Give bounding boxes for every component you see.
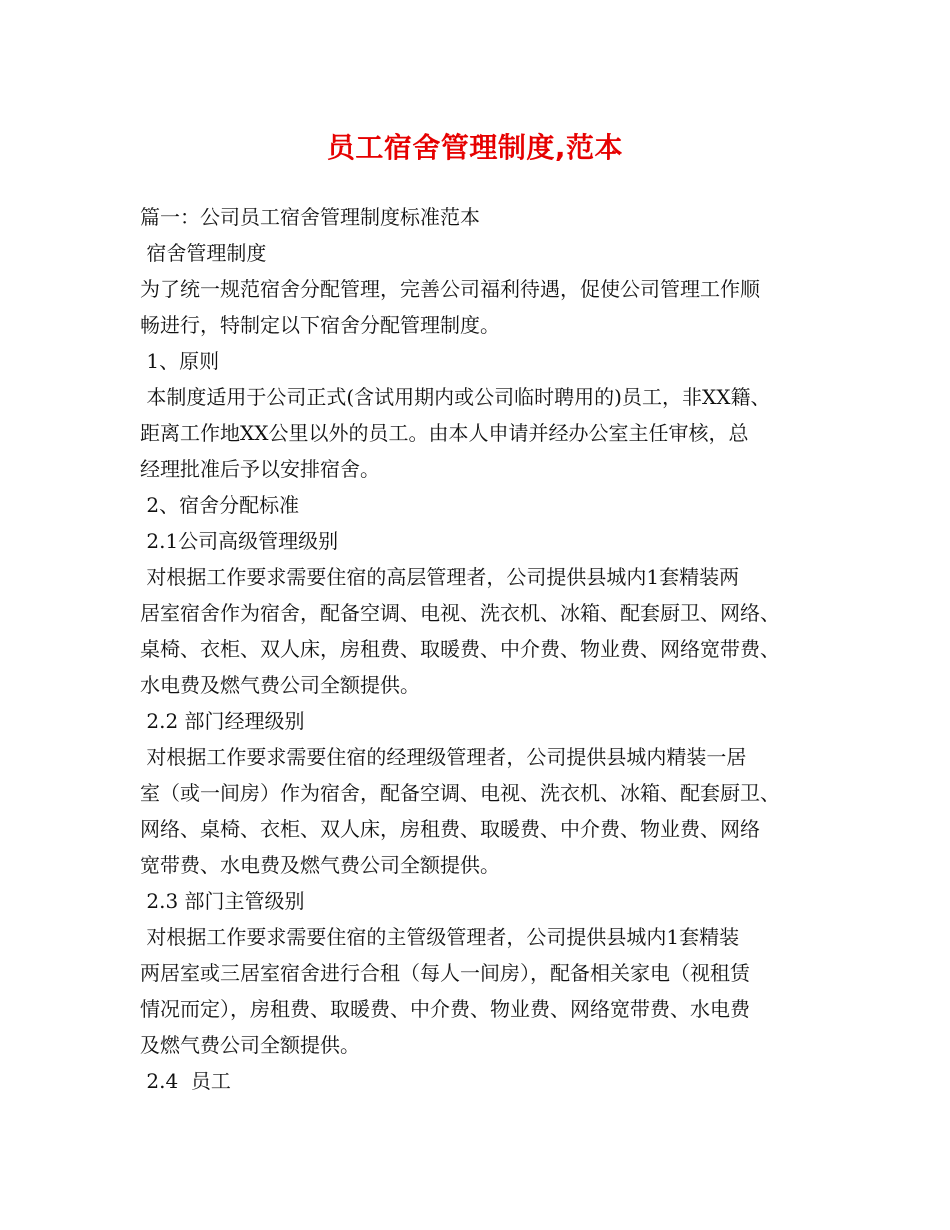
paragraph-line: 居室宿舍作为宿舍，配备空调、电视、洗衣机、冰箱、配套厨卫、网络、 xyxy=(140,601,780,625)
subsection-item: 2.2 部门经理级别 xyxy=(140,709,305,733)
paragraph-line: 本制度适用于公司正式(含试用期内或公司临时聘用的)员工，非XX籍、 xyxy=(140,385,771,409)
paragraph-line: 水电费及燃气费公司全额提供。 xyxy=(140,673,420,697)
paragraph-line: 对根据工作要求需要住宿的经理级管理者，公司提供县城内精装一居 xyxy=(140,745,747,769)
paragraph-line: 室（或一间房）作为宿舍，配备空调、电视、洗衣机、冰箱、配套厨卫、 xyxy=(140,781,780,805)
section-item: 1、原则 xyxy=(140,349,220,373)
subheading: 宿舍管理制度 xyxy=(140,241,267,265)
paragraph-line: 桌椅、衣柜、双人床，房租费、取暖费、中介费、物业费、网络宽带费、 xyxy=(140,637,780,661)
paragraph-line: 网络、桌椅、衣柜、双人床，房租费、取暖费、中介费、物业费、网络 xyxy=(140,817,760,841)
subsection-item: 2.4 员工 xyxy=(140,1069,231,1093)
paragraph-line: 为了统一规范宿舍分配管理，完善公司福利待遇，促使公司管理工作顺 xyxy=(140,277,760,301)
subsection-item: 2.3 部门主管级别 xyxy=(140,889,305,913)
paragraph-line: 情况而定），房租费、取暖费、中介费、物业费、网络宽带费、水电费 xyxy=(140,997,750,1021)
section-item: 2、宿舍分配标准 xyxy=(140,493,300,517)
subsection-item: 2.1公司高级管理级别 xyxy=(140,529,339,553)
document-title: 员工宿舍管理制度,范本 xyxy=(326,131,624,164)
paragraph-line: 经理批准后予以安排宿舍。 xyxy=(140,457,380,481)
document-body xyxy=(140,199,820,1099)
paragraph-line: 距离工作地XX公里以外的员工。由本人申请并经办公室主任审核，总 xyxy=(140,421,749,445)
paragraph-line: 对根据工作要求需要住宿的高层管理者，公司提供县城内1套精装两 xyxy=(140,565,740,589)
paragraph-line: 两居室或三居室宿舍进行合租（每人一间房），配备相关家电（视租赁 xyxy=(140,961,750,985)
paragraph-line: 对根据工作要求需要住宿的主管级管理者，公司提供县城内1套精装 xyxy=(140,925,740,949)
section-heading: 篇一：公司员工宿舍管理制度标准范本 xyxy=(140,205,480,229)
paragraph-line: 及燃气费公司全额提供。 xyxy=(140,1033,360,1057)
paragraph-line: 畅进行，特制定以下宿舍分配管理制度。 xyxy=(140,313,500,337)
paragraph-line: 宽带费、水电费及燃气费公司全额提供。 xyxy=(140,853,500,877)
